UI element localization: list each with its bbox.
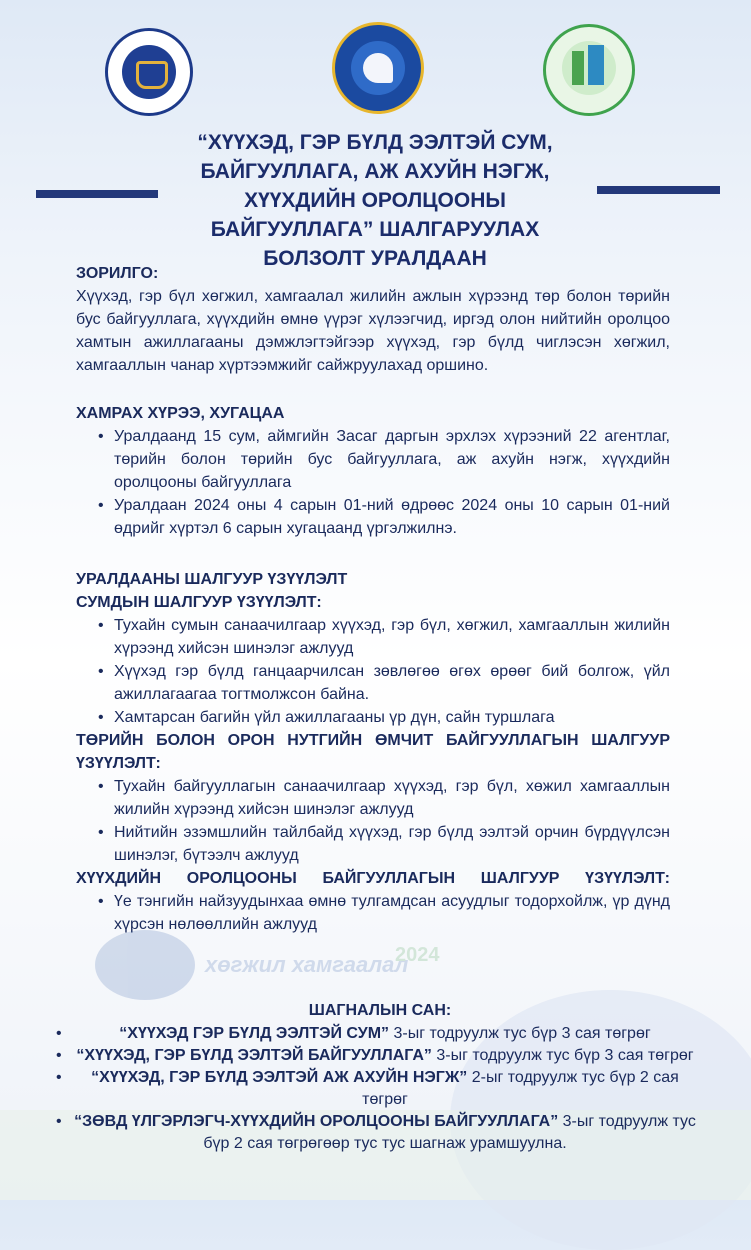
list-item: • Нийтийн эзэмшлийн тайлбайд хүүхэд, гэр бүлд ээлтэй орчин бүрдүүлсэн шинэлэг, бүтээлч ажлууд <box>114 821 670 867</box>
page-title <box>170 128 580 273</box>
building-icon <box>562 41 616 95</box>
spacer <box>76 377 670 402</box>
prize-detail: 2-ыг тодруулж тус бүр 2 сая төгрөг <box>362 1069 679 1108</box>
org-criteria-heading: ТӨРИЙН БОЛОН ОРОН НУТГИЙН ӨМЧИТ БАЙГУУЛЛАГЫН ШАЛГУУР ҮЗҮҮЛЭЛТ: <box>76 732 670 772</box>
prize-detail: 3-ыг тодруулж тус бүр 2 сая төгрөгөөр тус тус шагнаж урамшуулна. <box>203 1113 696 1152</box>
emblem-horse-icon <box>351 41 405 95</box>
prize-item <box>40 1111 720 1155</box>
list-item: • Тухайн байгууллагын санаачилгаар хүүхэд, гэр бүл, хөжил хамгааллын жилийн хүрээнд хийсэн шинэлэг ажлууд <box>114 775 670 821</box>
criteria-heading: УРАЛДААНЫ ШАЛГУУР ҮЗҮҮЛЭЛТ <box>76 571 348 588</box>
title-line: БАЙГУУЛЛАГА, АЖ АХУЙН НЭГЖ, <box>200 160 550 183</box>
prize-category: “ХҮҮХЭД ГЭР БҮЛД ЭЭЛТЭЙ СУМ” <box>119 1025 390 1042</box>
goal-text: Хүүхэд, гэр бүл хөгжил, хамгаалал жилийн ажлын хүрээнд төр болон төрийн бус байгууллага, хүүхдийн өмнө үүрэг хүлээгчид, иргэд олон нийтийн оролцоо хамтын ажиллагааны дэмжлэгтэйгээр хүүхэд, гэр бүлд чиглэсэн хөгжил, хамгааллын чанар хүртээмжийг сайжруулахад оршино. <box>76 288 670 374</box>
title-line: “ХҮҮХЭД, ГЭР БҮЛД ЭЭЛТЭЙ СУМ, <box>197 131 553 154</box>
title-line: ХҮҮХДИЙН ОРОЛЦООНЫ <box>244 189 506 212</box>
prize-list <box>40 1023 720 1155</box>
scope-heading: ХАМРАХ ХҮРЭЭ, ХУГАЦАА <box>76 405 285 422</box>
list-item: • Үе тэнгийн найзуудынхаа өмнө тулгамдсан асуудлыг тодорхойлж, үр дүнд хүрсэн нөлөөллийн ажлууд <box>114 890 670 936</box>
soum-criteria-list <box>76 614 670 729</box>
department-logo-emblem <box>122 45 176 99</box>
child-org-criteria-heading: ХҮҮХДИЙН ОРОЛЦООНЫ БАЙГУУЛЛАГЫН ШАЛГУУР ҮЗҮҮЛЭЛТ: <box>76 870 670 887</box>
list-item: • Тухайн сумын санаачилгаар хүүхэд, гэр бүл, хөгжил, хамгааллын жилийн хүрээнд хийсэн шинэлэг ажлууд <box>114 614 670 660</box>
prize-category: “ЗӨВД ҮЛГЭРЛЭГЧ-ХҮҮХДИЙН ОРОЛЦООНЫ БАЙГУУЛЛАГА” <box>74 1113 559 1130</box>
decorative-bar-right <box>597 186 720 194</box>
title-line: БАЙГУУЛЛАГА” ШАЛГАРУУЛАХ <box>210 218 540 241</box>
scope-list <box>76 425 670 540</box>
title-line: БОЛЗОЛТ УРАЛДААН <box>263 247 487 270</box>
list-item: • Хамтарсан багийн үйл ажиллагааны үр дүн, сайн туршлага <box>114 706 670 729</box>
list-item: • Уралдаанд 15 сум, аймгийн Засаг даргын эрхлэх хүрээний 22 агентлаг, төрийн болон төрийн бус байгууллага, аж ахуйн нэгж, хүүхдийн оролцооны байгууллага <box>114 425 670 494</box>
soum-criteria-heading: СУМДЫН ШАЛГУУР ҮЗҮҮЛЭЛТ: <box>76 594 322 611</box>
spacer <box>76 540 670 568</box>
watermark-text: хөгжил хамгаалал <box>205 952 409 977</box>
watermark-logo-icon <box>95 930 195 1000</box>
prize-fund-section <box>40 1000 720 1155</box>
decorative-bar-left <box>36 190 158 198</box>
dundgovi-emblem-logo <box>332 22 424 114</box>
prize-item <box>40 1067 720 1111</box>
department-logo <box>105 28 193 116</box>
prize-detail: 3-ыг тодруулж тус бүр 3 сая төгрөг <box>431 1047 694 1064</box>
prize-detail: 3-ыг тодруулж тус бүр 3 сая төгрөг <box>389 1025 651 1042</box>
prize-item <box>40 1045 720 1067</box>
prize-category: “ХҮҮХЭД, ГЭР БҮЛД ЭЭЛТЭЙ АЖ АХУЙН НЭГЖ” <box>91 1069 468 1086</box>
prize-category: “ХҮҮХЭД, ГЭР БҮЛД ЭЭЛТЭЙ БАЙГУУЛЛАГА” <box>76 1047 432 1064</box>
family-year-watermark <box>95 930 440 1000</box>
org-criteria-list <box>76 775 670 867</box>
prize-item <box>40 1023 720 1045</box>
main-content <box>76 262 670 936</box>
watermark-year: 2024 <box>395 944 440 966</box>
government-building-logo <box>543 24 635 116</box>
list-item: • Хүүхэд гэр бүлд ганцаарчилсан зөвлөгөө өгөх өрөөг бий болгож, үйл ажиллагаагаа тогтмолжсон байна. <box>114 660 670 706</box>
list-item: • Уралдаан 2024 оны 4 сарын 01-ний өдрөөс 2024 оны 10 сарын 01-ний өдрийг хүртэл 6 сарын хугацаанд үргэлжилнэ. <box>114 494 670 540</box>
prize-heading: ШАГНАЛЫН САН: <box>308 1002 452 1019</box>
logo-row <box>0 22 751 122</box>
goal-heading: ЗОРИЛГО: <box>76 265 159 282</box>
